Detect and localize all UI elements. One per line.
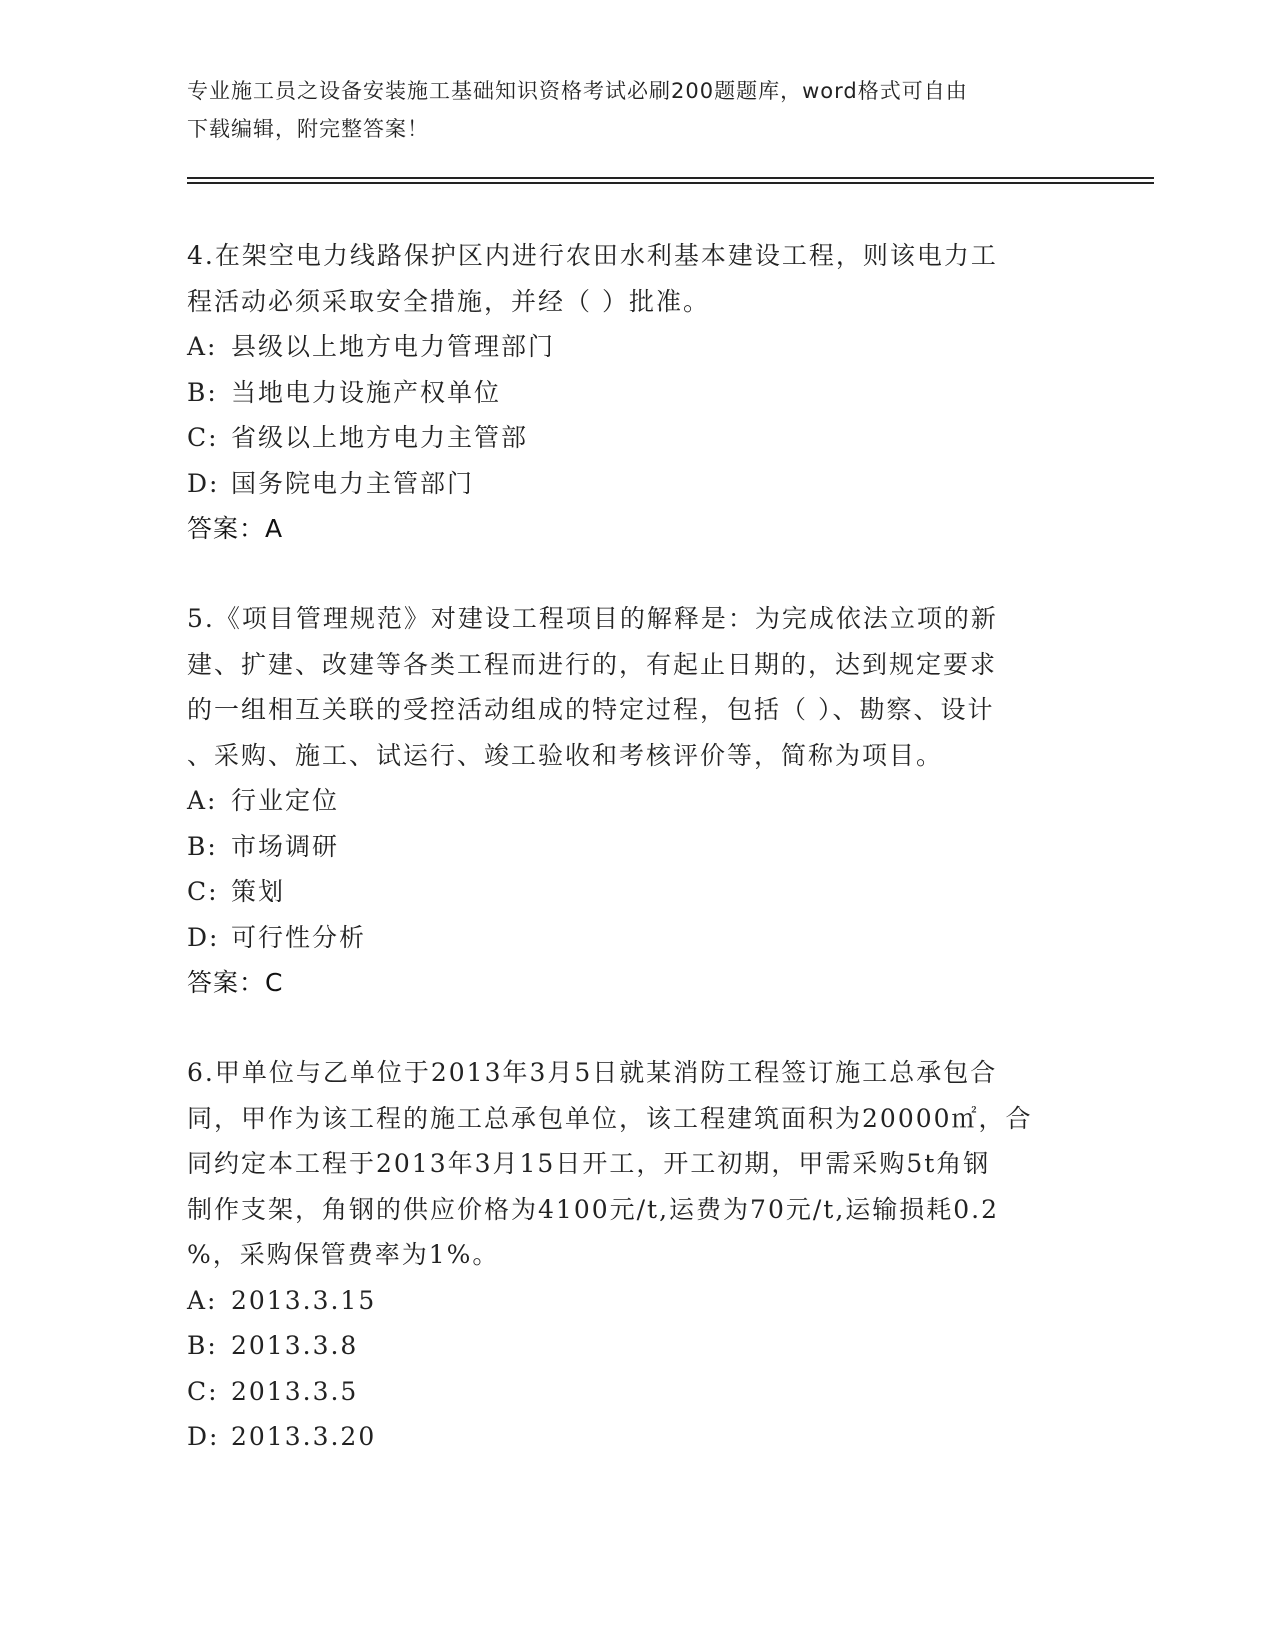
option-b <box>187 370 1087 416</box>
option-b <box>187 824 1087 870</box>
option-letter: B: <box>187 1331 218 1360</box>
option-text: 国务院电力主管部门 <box>231 468 475 498</box>
option-c <box>187 415 1087 461</box>
document-header <box>187 72 1087 148</box>
answer-line: 答案：A <box>187 514 284 543</box>
question-stem-line: 建、扩建、改建等各类工程而进行的，有起止日期的，达到规定要求 <box>187 649 998 679</box>
question-stem-line: 程活动必须采取安全措施，并经（ ）批准。 <box>187 286 710 316</box>
option-letter: A: <box>187 786 218 815</box>
option-text: 市场调研 <box>231 831 340 861</box>
option-letter: D: <box>187 468 220 498</box>
option-text: 县级以上地方电力管理部门 <box>231 332 556 361</box>
option-a <box>187 778 1087 824</box>
header-line-1: 专业施工员之设备安装施工基础知识资格考试必刷200题题库，word格式可自由 <box>187 79 968 103</box>
option-text: 行业定位 <box>231 786 340 815</box>
option-d <box>187 915 1087 961</box>
header-line-2: 下载编辑，附完整答案！ <box>187 117 429 141</box>
header-divider-bottom <box>187 182 1154 184</box>
option-letter: B: <box>187 377 218 407</box>
option-letter: A: <box>187 1285 218 1315</box>
option-letter: A: <box>187 332 218 361</box>
question-stem-line: %，采购保管费率为1%。 <box>187 1240 500 1269</box>
option-text: 省级以上地方电力主管部 <box>231 423 529 452</box>
option-text: 2013.3.15 <box>231 1285 377 1315</box>
option-a <box>187 324 1087 370</box>
option-b <box>187 1323 1087 1369</box>
question-stem-line: 制作支架，角钢的供应价格为4100元/t,运费为70元/t,运输损耗0.2 <box>187 1194 1000 1224</box>
option-text: 2013.3.20 <box>231 1422 377 1451</box>
question-stem-line: 、采购、施工、试运行、竣工验收和考核评价等，简称为项目。 <box>187 740 944 770</box>
option-letter: D: <box>187 1422 220 1451</box>
option-text: 策划 <box>231 877 286 906</box>
question-6 <box>187 1050 1087 1460</box>
answer-line: 答案：C <box>187 968 284 997</box>
option-text: 2013.3.8 <box>231 1331 359 1360</box>
option-letter: B: <box>187 831 218 861</box>
option-text: 2013.3.5 <box>231 1376 359 1406</box>
question-stem-line: 6.甲单位与乙单位于2013年3月5日就某消防工程签订施工总承包合 <box>187 1058 998 1087</box>
option-c <box>187 869 1087 915</box>
option-letter: C: <box>187 423 219 452</box>
option-d <box>187 1414 1087 1460</box>
option-c <box>187 1369 1087 1415</box>
question-stem-line: 4.在架空电力线路保护区内进行农田水利基本建设工程，则该电力工 <box>187 241 998 270</box>
question-5 <box>187 596 1087 1006</box>
option-letter: C: <box>187 1376 219 1406</box>
option-letter: C: <box>187 877 219 906</box>
question-stem-line: 5.《项目管理规范》对建设工程项目的解释是：为完成依法立项的新 <box>187 604 998 633</box>
header-divider-top <box>187 177 1154 179</box>
option-text: 当地电力设施产权单位 <box>231 377 502 407</box>
question-4 <box>187 233 1087 552</box>
option-text: 可行性分析 <box>231 922 367 952</box>
question-stem-line: 同约定本工程于2013年3月15日开工，开工初期，甲需采购5t角钢 <box>187 1149 991 1178</box>
option-letter: D: <box>187 922 220 952</box>
option-a <box>187 1278 1087 1324</box>
question-stem-line: 的一组相互关联的受控活动组成的特定过程，包括（ ）、勘察、设计 <box>187 695 995 724</box>
option-d <box>187 461 1087 507</box>
question-stem-line: 同，甲作为该工程的施工总承包单位，该工程建筑面积为20000㎡，合 <box>187 1103 1033 1133</box>
